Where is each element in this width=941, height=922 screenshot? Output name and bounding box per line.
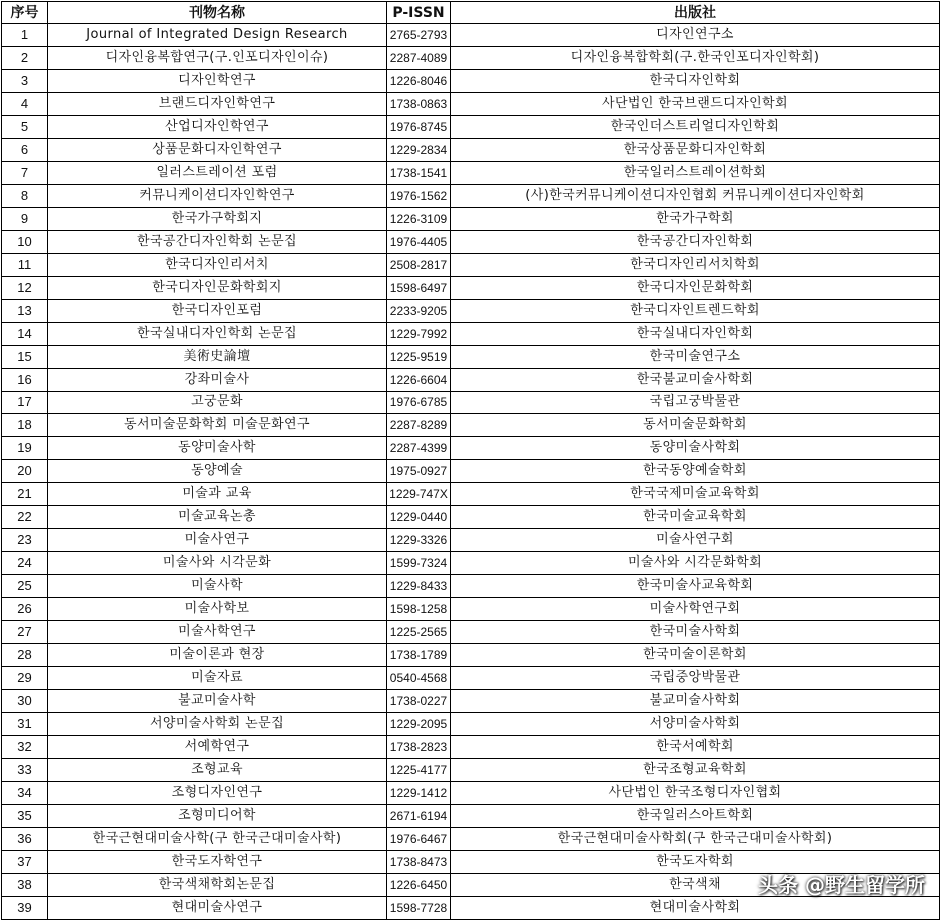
- header-name: 刊物名称: [48, 2, 387, 24]
- table-row: [2, 713, 940, 736]
- row-publisher: 한국일러스트레이션학회: [451, 161, 940, 184]
- row-issn: 1975-0927: [387, 460, 451, 483]
- row-journal-name: 동양예술: [48, 460, 387, 483]
- row-issn: 1738-0863: [387, 92, 451, 115]
- table-row: [2, 598, 940, 621]
- row-seq: 39: [2, 896, 48, 919]
- row-publisher: (사)한국커뮤니케이션디자인협회 커뮤니케이션디자인학회: [451, 184, 940, 207]
- row-publisher: 동양미술사학회: [451, 437, 940, 460]
- row-publisher: 한국공간디자인학회: [451, 230, 940, 253]
- table-row: [2, 827, 940, 850]
- row-journal-name: 디자인학연구: [48, 69, 387, 92]
- row-seq: 24: [2, 552, 48, 575]
- table-row: [2, 253, 940, 276]
- row-issn: 1976-4405: [387, 230, 451, 253]
- row-publisher: 한국미술교육학회: [451, 506, 940, 529]
- row-journal-name: 미술사연구: [48, 529, 387, 552]
- row-journal-name: 조형디자인연구: [48, 781, 387, 804]
- row-seq: 16: [2, 368, 48, 391]
- table-row: [2, 299, 940, 322]
- row-journal-name: 디자인융복합연구(구.인포디자인이슈): [48, 46, 387, 69]
- row-publisher: 한국미술이론학회: [451, 644, 940, 667]
- row-publisher: 한국디자인학회: [451, 69, 940, 92]
- row-issn: 2233-9205: [387, 299, 451, 322]
- row-seq: 3: [2, 69, 48, 92]
- row-issn: 2671-6194: [387, 804, 451, 827]
- row-publisher: 한국인더스트리얼디자인학회: [451, 115, 940, 138]
- row-journal-name: 한국색채학회논문집: [48, 873, 387, 896]
- row-issn: 1976-6785: [387, 391, 451, 414]
- row-seq: 17: [2, 391, 48, 414]
- row-issn: 1226-3109: [387, 207, 451, 230]
- row-journal-name: 일러스트레이션 포럼: [48, 161, 387, 184]
- row-seq: 20: [2, 460, 48, 483]
- row-issn: 1229-2095: [387, 713, 451, 736]
- row-issn: 2287-8289: [387, 414, 451, 437]
- table-row: [2, 391, 940, 414]
- table-row: [2, 161, 940, 184]
- row-journal-name: 한국공간디자인학회 논문집: [48, 230, 387, 253]
- table-row: [2, 437, 940, 460]
- row-seq: 10: [2, 230, 48, 253]
- table-row: [2, 92, 940, 115]
- row-journal-name: 브랜드디자인학연구: [48, 92, 387, 115]
- row-journal-name: 한국디자인문화학회지: [48, 276, 387, 299]
- row-journal-name: 미술사학보: [48, 598, 387, 621]
- row-publisher: 미술사학연구회: [451, 598, 940, 621]
- row-seq: 25: [2, 575, 48, 598]
- row-issn: 1225-2565: [387, 621, 451, 644]
- row-issn: 1229-2834: [387, 138, 451, 161]
- table-row: [2, 207, 940, 230]
- row-journal-name: 강좌미술사: [48, 368, 387, 391]
- row-publisher: 미술사와 시각문화학회: [451, 552, 940, 575]
- row-issn: 2287-4089: [387, 46, 451, 69]
- table-row: [2, 184, 940, 207]
- row-publisher: 한국불교미술사학회: [451, 368, 940, 391]
- row-publisher: 한국디자인문화학회: [451, 276, 940, 299]
- table-row: [2, 24, 940, 47]
- header-row: [2, 2, 940, 24]
- row-journal-name: 동서미술문화학회 미술문화연구: [48, 414, 387, 437]
- row-seq: 36: [2, 827, 48, 850]
- row-seq: 4: [2, 92, 48, 115]
- row-journal-name: 미술사학연구: [48, 621, 387, 644]
- row-journal-name: 상품문화디자인학연구: [48, 138, 387, 161]
- row-journal-name: 미술자료: [48, 667, 387, 690]
- row-issn: 2287-4399: [387, 437, 451, 460]
- row-publisher: 한국디자인리서치학회: [451, 253, 940, 276]
- row-issn: 1976-6467: [387, 827, 451, 850]
- table-row: [2, 138, 940, 161]
- row-issn: 1229-0440: [387, 506, 451, 529]
- row-issn: 1226-8046: [387, 69, 451, 92]
- row-seq: 37: [2, 850, 48, 873]
- row-issn: 1598-7728: [387, 896, 451, 919]
- row-issn: 1738-1789: [387, 644, 451, 667]
- row-journal-name: 커뮤니케이션디자인학연구: [48, 184, 387, 207]
- row-publisher: 국립고궁박물관: [451, 391, 940, 414]
- table-row: [2, 621, 940, 644]
- row-publisher: 미술사연구회: [451, 529, 940, 552]
- table-row: [2, 276, 940, 299]
- row-seq: 14: [2, 322, 48, 345]
- row-publisher: 국립중앙박물관: [451, 667, 940, 690]
- row-journal-name: 한국실내디자인학회 논문집: [48, 322, 387, 345]
- row-publisher: 한국가구학회: [451, 207, 940, 230]
- row-seq: 30: [2, 690, 48, 713]
- row-seq: 12: [2, 276, 48, 299]
- row-journal-name: 美術史論壇: [48, 345, 387, 368]
- table-body: [2, 24, 940, 920]
- row-publisher: 동서미술문화학회: [451, 414, 940, 437]
- row-journal-name: 산업디자인학연구: [48, 115, 387, 138]
- row-publisher: 한국국제미술교육학회: [451, 483, 940, 506]
- table-row: [2, 460, 940, 483]
- row-publisher: 한국실내디자인학회: [451, 322, 940, 345]
- table-row: [2, 804, 940, 827]
- row-publisher: 디자인융복합학회(구.한국인포디자인학회): [451, 46, 940, 69]
- row-publisher: 한국서예학회: [451, 736, 940, 759]
- row-seq: 9: [2, 207, 48, 230]
- row-publisher: 서양미술사학회: [451, 713, 940, 736]
- table-row: [2, 873, 940, 896]
- row-journal-name: 현대미술사연구: [48, 896, 387, 919]
- row-seq: 2: [2, 46, 48, 69]
- row-journal-name: 동양미술사학: [48, 437, 387, 460]
- row-journal-name: 조형교육: [48, 759, 387, 782]
- row-issn: 0540-4568: [387, 667, 451, 690]
- row-publisher: 한국조형교육학회: [451, 759, 940, 782]
- row-seq: 11: [2, 253, 48, 276]
- row-seq: 23: [2, 529, 48, 552]
- row-publisher: 한국미술연구소: [451, 345, 940, 368]
- row-issn: 1229-8433: [387, 575, 451, 598]
- row-seq: 33: [2, 759, 48, 782]
- watermark-text: 头条 @野生留学所: [758, 873, 925, 897]
- row-issn: 2765-2793: [387, 24, 451, 47]
- row-seq: 6: [2, 138, 48, 161]
- row-publisher: 불교미술사학회: [451, 690, 940, 713]
- row-issn: 1225-4177: [387, 759, 451, 782]
- row-seq: 18: [2, 414, 48, 437]
- row-seq: 38: [2, 873, 48, 896]
- journal-table: [1, 1, 940, 920]
- table-row: [2, 69, 940, 92]
- header-issn: P-ISSN: [387, 2, 451, 24]
- table-row: [2, 345, 940, 368]
- row-publisher: 한국미술사학회: [451, 621, 940, 644]
- row-publisher: 한국색채: [451, 873, 940, 896]
- row-issn: 1738-1541: [387, 161, 451, 184]
- header-seq: 序号: [2, 2, 48, 24]
- table-row: [2, 529, 940, 552]
- row-journal-name: 미술과 교육: [48, 483, 387, 506]
- row-issn: 1226-6450: [387, 873, 451, 896]
- row-publisher: 한국디자인트렌드학회: [451, 299, 940, 322]
- table-row: [2, 322, 940, 345]
- row-issn: 1225-9519: [387, 345, 451, 368]
- table-row: [2, 781, 940, 804]
- table-row: [2, 552, 940, 575]
- table-row: [2, 575, 940, 598]
- row-publisher: 한국도자학회: [451, 850, 940, 873]
- row-journal-name: 미술이론과 현장: [48, 644, 387, 667]
- row-journal-name: 조형미디어학: [48, 804, 387, 827]
- table-row: [2, 414, 940, 437]
- row-seq: 26: [2, 598, 48, 621]
- row-journal-name: 미술사학: [48, 575, 387, 598]
- row-issn: 1229-7992: [387, 322, 451, 345]
- table-row: [2, 896, 940, 919]
- row-journal-name: 서양미술사학회 논문집: [48, 713, 387, 736]
- row-issn: 1229-3326: [387, 529, 451, 552]
- table-row: [2, 115, 940, 138]
- row-journal-name: 한국디자인포럼: [48, 299, 387, 322]
- row-issn: 1599-7324: [387, 552, 451, 575]
- row-issn: 1738-0227: [387, 690, 451, 713]
- row-journal-name: 서예학연구: [48, 736, 387, 759]
- row-issn: 1976-8745: [387, 115, 451, 138]
- row-journal-name: 고궁문화: [48, 391, 387, 414]
- row-issn: 1976-1562: [387, 184, 451, 207]
- row-issn: 1229-747X: [387, 483, 451, 506]
- row-journal-name: 한국근현대미술사학(구 한국근대미술사학): [48, 827, 387, 850]
- row-journal-name: 한국가구학회지: [48, 207, 387, 230]
- table-row: [2, 506, 940, 529]
- row-seq: 31: [2, 713, 48, 736]
- row-seq: 13: [2, 299, 48, 322]
- row-publisher: 사단법인 한국조형디자인협회: [451, 781, 940, 804]
- row-seq: 22: [2, 506, 48, 529]
- row-seq: 7: [2, 161, 48, 184]
- row-seq: 28: [2, 644, 48, 667]
- table-row: [2, 483, 940, 506]
- row-issn: 1738-2823: [387, 736, 451, 759]
- row-issn: 2508-2817: [387, 253, 451, 276]
- table-row: [2, 736, 940, 759]
- table-row: [2, 368, 940, 391]
- row-seq: 32: [2, 736, 48, 759]
- row-publisher: 한국일러스아트학회: [451, 804, 940, 827]
- row-journal-name: 한국디자인리서치: [48, 253, 387, 276]
- table-row: [2, 230, 940, 253]
- row-publisher: 한국상품문화디자인학회: [451, 138, 940, 161]
- row-journal-name: 한국도자학연구: [48, 850, 387, 873]
- row-journal-name: Journal of Integrated Design Research: [48, 24, 387, 47]
- row-seq: 8: [2, 184, 48, 207]
- row-issn: 1226-6604: [387, 368, 451, 391]
- row-journal-name: 미술교육논총: [48, 506, 387, 529]
- row-publisher: 한국미술사교육학회: [451, 575, 940, 598]
- row-seq: 35: [2, 804, 48, 827]
- row-seq: 15: [2, 345, 48, 368]
- row-seq: 34: [2, 781, 48, 804]
- row-journal-name: 미술사와 시각문화: [48, 552, 387, 575]
- table-row: [2, 690, 940, 713]
- row-publisher: 디자인연구소: [451, 24, 940, 47]
- row-seq: 5: [2, 115, 48, 138]
- row-seq: 21: [2, 483, 48, 506]
- header-publisher: 出版社: [451, 2, 940, 24]
- row-journal-name: 불교미술사학: [48, 690, 387, 713]
- table-row: [2, 46, 940, 69]
- row-publisher: 한국근현대미술사학회(구 한국근대미술사학회): [451, 827, 940, 850]
- row-issn: 1598-6497: [387, 276, 451, 299]
- row-seq: 29: [2, 667, 48, 690]
- row-publisher: 사단법인 한국브랜드디자인학회: [451, 92, 940, 115]
- row-publisher: 현대미술사학회: [451, 896, 940, 919]
- table-row: [2, 644, 940, 667]
- row-issn: 1229-1412: [387, 781, 451, 804]
- row-publisher: 한국동양예술학회: [451, 460, 940, 483]
- row-seq: 1: [2, 24, 48, 47]
- table-row: [2, 667, 940, 690]
- row-seq: 19: [2, 437, 48, 460]
- table-row: [2, 759, 940, 782]
- table-row: [2, 850, 940, 873]
- row-issn: 1738-8473: [387, 850, 451, 873]
- row-seq: 27: [2, 621, 48, 644]
- row-issn: 1598-1258: [387, 598, 451, 621]
